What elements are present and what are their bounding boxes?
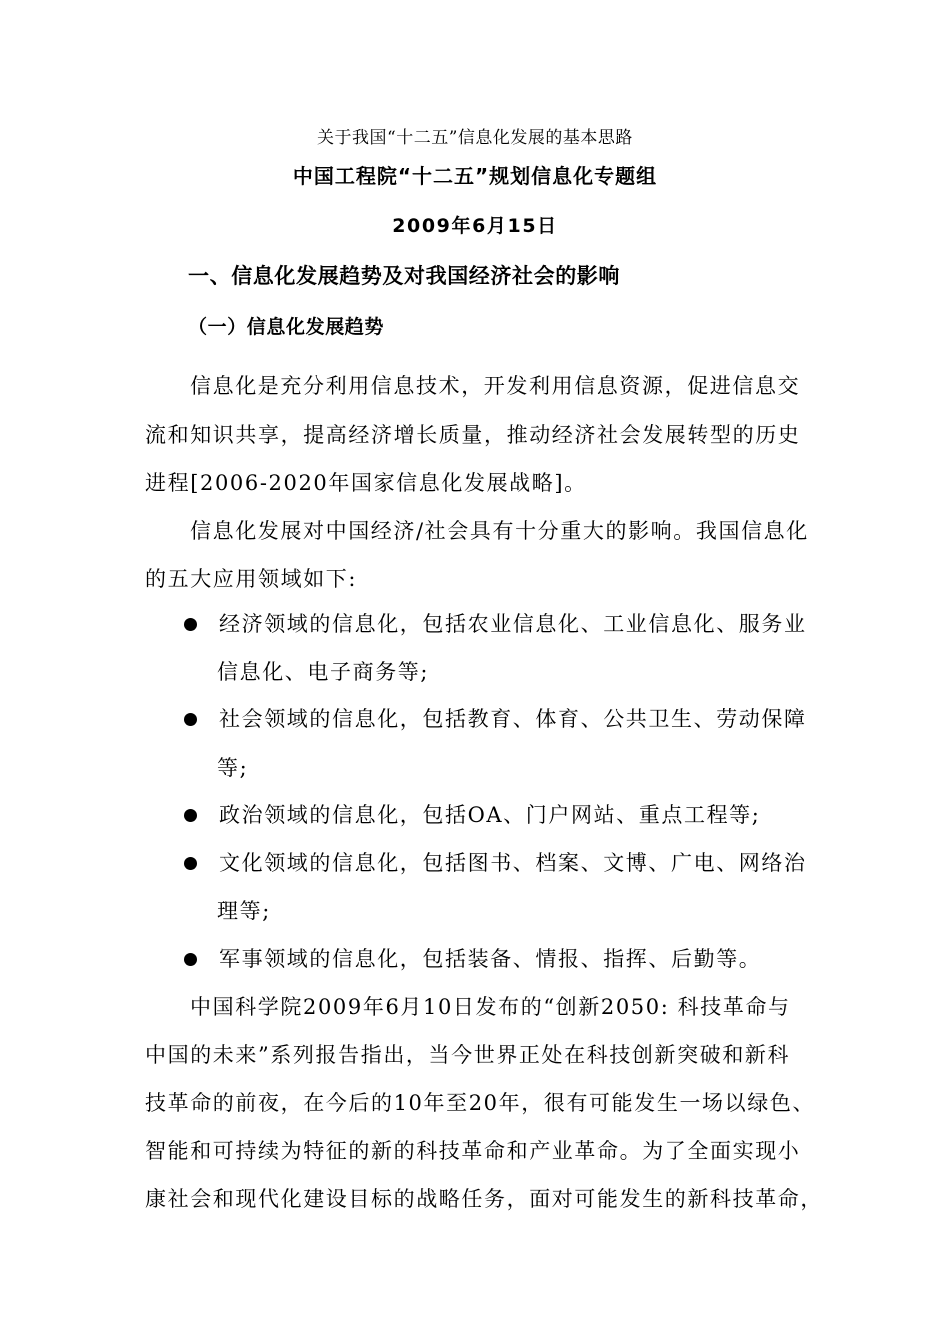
bullet-icon <box>184 618 197 631</box>
paragraph-line: 信息化是充分利用信息技术，开发利用信息资源，促进信息交 <box>190 374 801 398</box>
bullet-item-line: 等; <box>217 756 249 780</box>
bullet-item-line: 信息化、电子商务等; <box>217 660 430 684</box>
paragraph-line: 中国的未来”系列报告指出，当今世界正处在科技创新突破和新科 <box>145 1043 791 1067</box>
bullet-item-line: 经济领域的信息化，包括农业信息化、工业信息化、服务业 <box>219 612 807 636</box>
organization-name: 中国工程院“十二五”规划信息化专题组 <box>292 164 658 188</box>
bullet-item-line: 军事领域的信息化，包括装备、情报、指挥、后勤等。 <box>219 947 762 971</box>
bullet-icon <box>184 809 197 822</box>
paragraph-line: 的五大应用领域如下: <box>145 567 358 591</box>
subsection-heading: （一）信息化发展趋势 <box>188 316 385 338</box>
bullet-item-line: 理等; <box>217 899 271 923</box>
bullet-item-line: 文化领域的信息化，包括图书、档案、文博、广电、网络治 <box>219 851 807 875</box>
section-heading: 一、信息化发展趋势及对我国经济社会的影响 <box>188 264 620 288</box>
bullet-icon <box>184 857 197 870</box>
paragraph-line: 智能和可持续为特征的新的科技革命和产业革命。为了全面实现小 <box>145 1139 801 1163</box>
paragraph-line: 康社会和现代化建设目标的战略任务，面对可能发生的新科技革命， <box>145 1187 823 1211</box>
paragraph-line: 技革命的前夜，在今后的10年至20年，很有可能发生一场以绿色、 <box>145 1091 816 1115</box>
paragraph-line: 进程[2006-2020年国家信息化发展战略]。 <box>145 471 587 495</box>
paragraph-line: 中国科学院2009年6月10日发布的“创新2050: 科技革命与 <box>190 995 791 1019</box>
bullet-item-line: 社会领域的信息化，包括教育、体育、公共卫生、劳动保障 <box>219 707 807 731</box>
document-title: 关于我国“十二五”信息化发展的基本思路 <box>317 128 633 148</box>
paragraph-line: 流和知识共享，提高经济增长质量，推动经济社会发展转型的历史 <box>145 423 801 447</box>
bullet-icon <box>184 713 197 726</box>
bullet-item-line: 政治领域的信息化，包括OA、门户网站、重点工程等; <box>219 803 761 827</box>
document-date: 2009年6月15日 <box>392 215 558 237</box>
bullet-icon <box>184 953 197 966</box>
paragraph-line: 信息化发展对中国经济/社会具有十分重大的影响。我国信息化 <box>190 519 809 543</box>
